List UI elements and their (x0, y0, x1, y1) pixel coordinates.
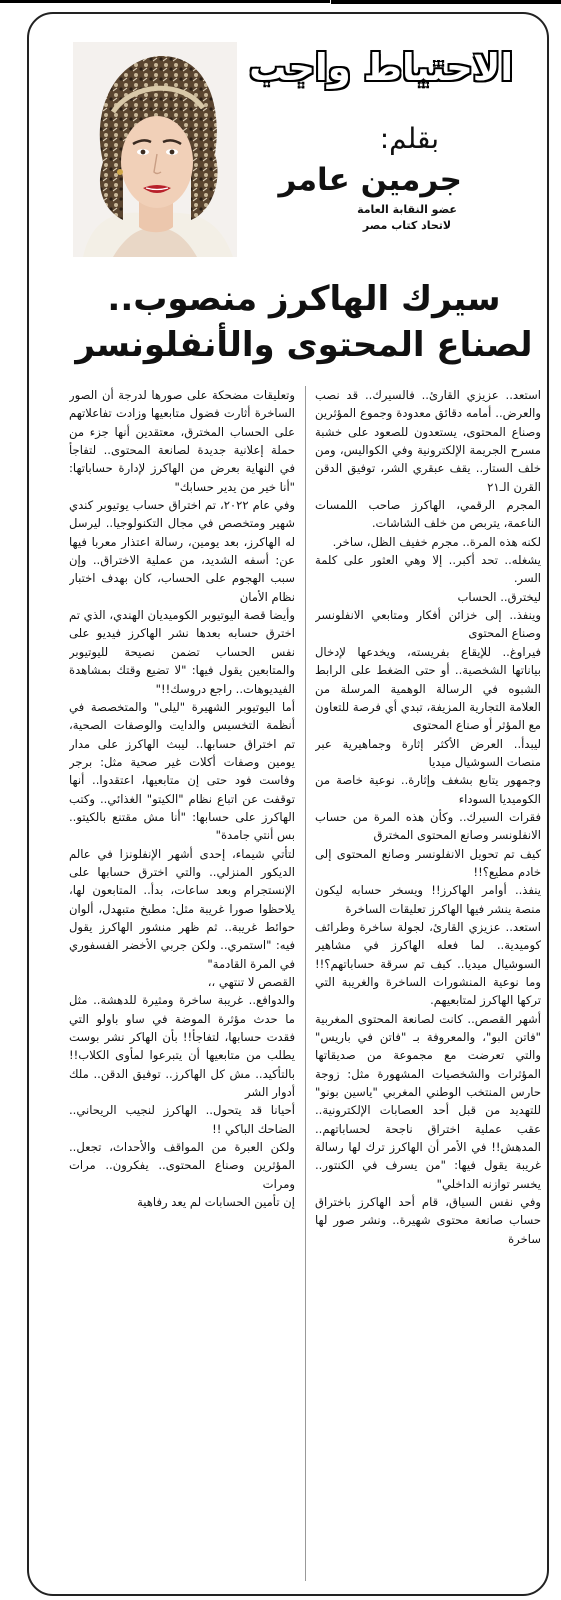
paragraph: المجرم الرقمي، الهاكرز صاحب اللمسات الناعمة، يتربص من خلف الشاشات. (315, 498, 541, 531)
paragraph: يشغله.. تحد أكبر.. إلا وهي العثور على كلمة السر. (315, 553, 541, 586)
paragraph: وتعليقات مضحكة على صورها لدرجة أن الصور الساخرة أثارت فضول متابعيها وزادت تفاعلاتهم على الحساب المخترق، معتقدين أنها جزء من حملة إعلانية جديدة لصانعة المحتوى.. لتفاجأ في النهاية بعرض من الهاكرز لإدارة حساباتها: "أنا خير من يدير حسابك" (69, 388, 295, 494)
paragraph: لكنه هذه المرة.. مجرم خفيف الظل، ساخر. (332, 534, 541, 549)
paragraph: وينفذ.. إلى خزائن أفكار ومتابعي الانفلونسر وصناع المحتوى (315, 608, 541, 641)
paragraph: كيف تم تحويل الانفلونسر وصانع المحتوى إلى خادم مطيع؟!! (315, 846, 541, 879)
article-headline: سيرك الهاكرز منصوب.. لصناع المحتوى والأنفلونسر (75, 279, 533, 365)
author-photo (73, 42, 237, 257)
paragraph: أما اليوتيوبر الشهيرة "ليلى" والمتخصصة في أنظمة التخسيس والدايت والوصفات الصحية، تم اختراق حسابها.. ليبث الهاكرز على مدار يومين وصفات أكلات غير صحية مثل: برجر وفاست فود حتى إن متابعيها، اعتقدوا.. أنها توقفت عن اتباع نظام "الكيتو" الغذائي.. وكتب الهاكرز على حسابها: "أنا مش مقتنع بالكيتو.. بس أنتي جامدة" (69, 699, 295, 843)
paragraph: ليخترق.. الحساب (457, 589, 541, 604)
paragraph: وأيضا قصة اليوتيوبر الكوميديان الهندي، الذي تم اخترق حسابه بعدها نشر الهاكرز فيديو على نفس الحساب تضمن نصيحة لليوتيوبر والمتابعين يقول فيها: "لا تضيع وقتك بمشاهدة الفيديوهات.. راجع دروسك!!" (69, 608, 295, 696)
article-body (69, 386, 541, 1586)
paragraph: فيراوغ.. للإيقاع بفريسته، ويخدعها لإدخال بياناتها الشخصية.. أو حتى الضغط على الرابط الشبوه في الرسالة الوهمية المرسلة من العلامة التجارية المزيفة، تبدي أي فرصة للتعاون مع المؤثر أو صناع المحتوى (315, 644, 541, 733)
column-divider (305, 386, 306, 1581)
paragraph: أحيانا قد يتحول.. الهاكرز لنجيب الريحاني.. الضاحك الباكي !! (69, 1103, 295, 1136)
article-frame (27, 12, 549, 1596)
paragraph: وجمهور يتابع بشغف وإثارة.. نوعية خاصة من الكوميديا السوداء (315, 773, 541, 806)
paragraph: والدوافع.. غريبة ساخرة ومثيرة للدهشة.. مثل ما حدث مؤثرة الموضة في ساو باولو التي فقدت حسابها، لتفاجأ!! بأن الهاكر نشر بوست يطلب من متابعيها أن يتبرعوا لمأوى الكلاب!! بالتأكيد.. مش كل الهاكرز.. توفيق الدقن.. ملك أدوار الشر (69, 993, 295, 1100)
paragraph: وفي عام ٢٠٢٢، تم اختراق حساب يوتيوبر كندي شهير ومتخصص في مجال التكنولوجيا.. ليرسل له الهاكرز، بعد يومين، رسالة اعتذار معربا فيها عن: أسفه الشديد، من عملية الاختراق.. وإن سبب الهجوم على الحساب، كان بهدف اختبار نظام الأمان (69, 498, 295, 604)
author-name: جرمين عامر (278, 162, 462, 198)
paragraph: وفي نفس السياق، قام أحد الهاكرز باختراق حساب صانعة محتوى شهيرة.. ونشر صور لها ساخرة (315, 1195, 541, 1246)
author-role: عضو النقابة العامة لاتحاد كتاب مصر (357, 203, 457, 232)
article-column-right (315, 386, 541, 1581)
paragraph: لتأتي شيماء، إحدى أشهر الإنفلونزا في عالم الديكور المنزلي.. والتي اخترق حسابها على الإنستجرام وبعد ساعات، بدأ.. المتابعون لها، يلاحظوا صورا غريبة مثل: مطبخ متبهدل، ألوان حوائط غريبة.. ثم ظهر منشور الهاكرز يقول فيه: "استمري.. ولكن جربي الأخضر الفسفوري في المرة القادمة" (69, 846, 295, 971)
page-top-rule (0, 0, 561, 8)
article-column-left (69, 386, 295, 1581)
byline-label: بقلم: (379, 122, 439, 155)
paragraph: ليبدأ.. العرض الأكثر إثارة وجماهيرية عبر منصات السوشيال ميديا (315, 736, 541, 769)
paragraph: استعد.. عزيزي القارئ.. فالسيرك.. قد نصب والعرض.. أمامه دقائق معدودة وجموع المؤثرين وصناع المحتوى، يستعدون للصعود على خشبة مسرح الجريمة الإلكترونية وفي الكواليس، ومن خلف الستار.. يقف عبقري الشر، توفيق الدقن القرن الـ٢١ (315, 388, 541, 494)
paragraph: فقرات السيرك.. وكأن هذه المرة من حساب الانفلونسر وصانع المحتوى المخترق (315, 809, 541, 843)
paragraph: ينفذ.. أوامر الهاكرز!! ويسخر حسابه ليكون منصة ينشر فيها الهاكرز تعليقات الساخرة (315, 883, 541, 916)
paragraph: استعد.. عزيزي القارئ، لجولة ساخرة وطرائف كوميدية.. لما فعله الهاكرز في مشاهير السوشيال ميديا.. كيف تم سرقة حساباتهم؟!! وما نوعية المنشورات الساخرة والغريبة التي تركها الهاكرز لمتابعيهم. (315, 919, 541, 1008)
paragraph: القصص لا تنتهي ،، (207, 975, 295, 989)
column-title: الاحتياط واجب (249, 46, 513, 89)
paragraph: أشهر القصص.. كانت لصانعة المحتوى المغربية "فاتن البو"، والمعروفة بـ "فاتن في باريس" والتي تعرضت مع مجموعة من صديقاتها المؤثرات والشخصيات المشهورة مثل: زوجة حارس المنتخب الوطني المغربي "ياسين بونو" للتهديد من قبل أحد العصابات الإلكترونية.. عقب عملية اختراق ناجحة لحساباتهم.. المدهش!! في الأمر أن الهاكرز ترك لها رسالة غريبة يقول فيها: "من يسرف في الكنتور.. يخسر توازنه الداخلي" (315, 1011, 541, 1191)
paragraph: ولكن العبرة من المواقف والأحداث، تجعل.. المؤثرين وصناع المحتوى.. يفكرون.. مرات ومرات (69, 1140, 295, 1191)
paragraph: إن تأمين الحسابات لم يعد رفاهية (137, 1195, 295, 1210)
